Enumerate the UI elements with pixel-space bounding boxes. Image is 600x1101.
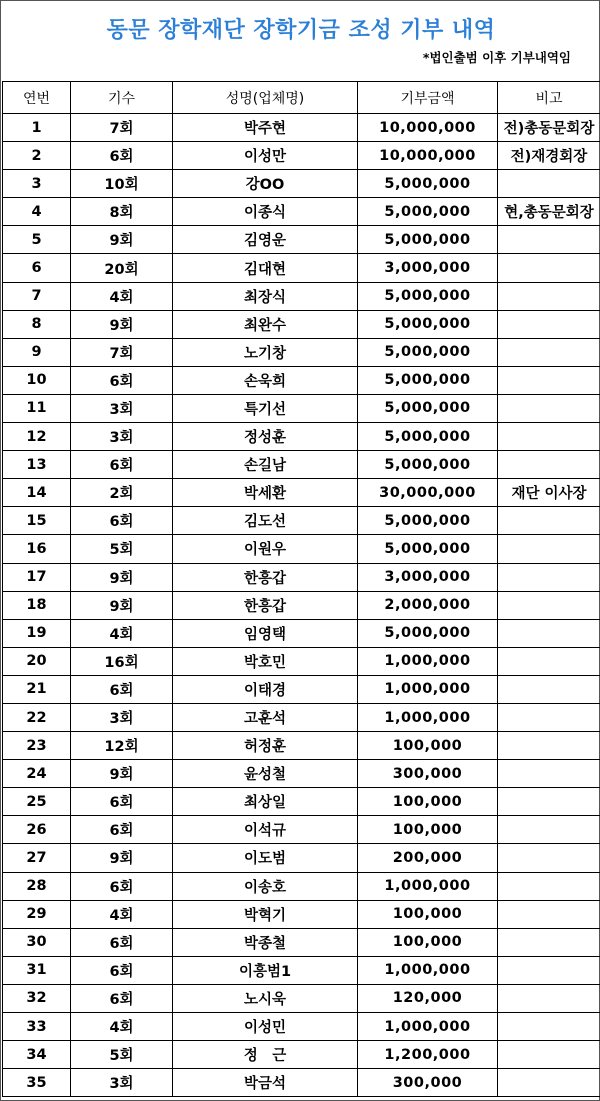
cell-amount: 1,000,000 — [358, 1013, 498, 1041]
cell-generation: 9회 — [71, 591, 173, 619]
cell-no: 11 — [3, 394, 71, 422]
cell-generation: 9회 — [71, 760, 173, 788]
cell-no: 17 — [3, 563, 71, 591]
cell-amount: 1,000,000 — [358, 647, 498, 675]
cell-amount: 300,000 — [358, 1069, 498, 1097]
table-row — [3, 1013, 600, 1041]
cell-name: 이도범 — [173, 844, 358, 872]
cell-amount: 1,000,000 — [358, 872, 498, 900]
cell-amount: 5,000,000 — [358, 310, 498, 338]
column-header-amount: 기부금액 — [358, 82, 498, 114]
cell-generation: 6회 — [71, 984, 173, 1012]
cell-generation: 7회 — [71, 114, 173, 142]
cell-no: 1 — [3, 114, 71, 142]
cell-amount: 3,000,000 — [358, 563, 498, 591]
table-row — [3, 310, 600, 338]
cell-amount: 5,000,000 — [358, 366, 498, 394]
cell-no: 9 — [3, 338, 71, 366]
cell-name: 이원우 — [173, 535, 358, 563]
cell-amount: 100,000 — [358, 900, 498, 928]
cell-no: 10 — [3, 366, 71, 394]
cell-amount: 2,000,000 — [358, 591, 498, 619]
cell-note — [498, 591, 600, 619]
cell-note — [498, 872, 600, 900]
cell-name: 정 근 — [173, 1041, 358, 1069]
column-header-note: 비고 — [498, 82, 600, 114]
cell-name: 고훈석 — [173, 703, 358, 731]
column-header-name: 성명(업체명) — [173, 82, 358, 114]
cell-name: 노시욱 — [173, 984, 358, 1012]
cell-name: 김대현 — [173, 254, 358, 282]
table-row — [3, 1069, 600, 1097]
cell-generation: 4회 — [71, 900, 173, 928]
cell-note — [498, 1041, 600, 1069]
cell-amount: 5,000,000 — [358, 451, 498, 479]
table-row — [3, 394, 600, 422]
table-row — [3, 170, 600, 198]
cell-generation: 6회 — [71, 451, 173, 479]
cell-amount: 5,000,000 — [358, 619, 498, 647]
cell-note — [498, 732, 600, 760]
cell-generation: 6회 — [71, 675, 173, 703]
cell-amount: 5,000,000 — [358, 226, 498, 254]
cell-name: 이성민 — [173, 1013, 358, 1041]
cell-note — [498, 451, 600, 479]
cell-name: 이종식 — [173, 198, 358, 226]
cell-note: 현,총동문회장 — [498, 198, 600, 226]
cell-no: 34 — [3, 1041, 71, 1069]
cell-no: 5 — [3, 226, 71, 254]
cell-note — [498, 282, 600, 310]
cell-note — [498, 703, 600, 731]
cell-generation: 4회 — [71, 619, 173, 647]
cell-no: 19 — [3, 619, 71, 647]
cell-generation: 6회 — [71, 366, 173, 394]
cell-generation: 6회 — [71, 507, 173, 535]
cell-note — [498, 647, 600, 675]
table-row — [3, 114, 600, 142]
cell-no: 21 — [3, 675, 71, 703]
cell-no: 30 — [3, 928, 71, 956]
cell-name: 정성훈 — [173, 423, 358, 451]
table-row — [3, 507, 600, 535]
cell-amount: 200,000 — [358, 844, 498, 872]
table-row — [3, 254, 600, 282]
cell-note — [498, 984, 600, 1012]
cell-name: 특기선 — [173, 394, 358, 422]
table-row — [3, 423, 600, 451]
cell-name: 강OO — [173, 170, 358, 198]
cell-amount: 1,000,000 — [358, 675, 498, 703]
cell-generation: 9회 — [71, 844, 173, 872]
cell-generation: 9회 — [71, 310, 173, 338]
table-row — [3, 872, 600, 900]
cell-no: 12 — [3, 423, 71, 451]
cell-no: 25 — [3, 788, 71, 816]
cell-amount: 5,000,000 — [358, 423, 498, 451]
cell-no: 27 — [3, 844, 71, 872]
cell-note: 재단 이사장 — [498, 479, 600, 507]
table-body — [3, 114, 600, 1097]
cell-no: 16 — [3, 535, 71, 563]
cell-no: 6 — [3, 254, 71, 282]
cell-generation: 16회 — [71, 647, 173, 675]
cell-generation: 9회 — [71, 226, 173, 254]
cell-generation: 6회 — [71, 142, 173, 170]
cell-note — [498, 310, 600, 338]
cell-name: 손욱희 — [173, 366, 358, 394]
cell-amount: 100,000 — [358, 816, 498, 844]
cell-note: 전)재경회장 — [498, 142, 600, 170]
cell-name: 허정훈 — [173, 732, 358, 760]
cell-amount: 5,000,000 — [358, 170, 498, 198]
cell-note — [498, 423, 600, 451]
cell-generation: 6회 — [71, 788, 173, 816]
cell-no: 7 — [3, 282, 71, 310]
cell-no: 22 — [3, 703, 71, 731]
column-header-no: 연번 — [3, 82, 71, 114]
cell-note — [498, 338, 600, 366]
cell-no: 29 — [3, 900, 71, 928]
table-row — [3, 844, 600, 872]
cell-note — [498, 1069, 600, 1097]
cell-note — [498, 394, 600, 422]
cell-amount: 10,000,000 — [358, 114, 498, 142]
cell-name: 한흥갑 — [173, 591, 358, 619]
table-row — [3, 591, 600, 619]
cell-generation: 6회 — [71, 928, 173, 956]
cell-note — [498, 844, 600, 872]
page-note: *법인출범 이후 기부내역임 — [422, 50, 571, 65]
cell-name: 이석규 — [173, 816, 358, 844]
cell-amount: 3,000,000 — [358, 254, 498, 282]
table-row — [3, 535, 600, 563]
cell-generation: 5회 — [71, 1041, 173, 1069]
cell-note — [498, 170, 600, 198]
table-row — [3, 366, 600, 394]
cell-note — [498, 928, 600, 956]
cell-generation: 5회 — [71, 535, 173, 563]
cell-name: 최완수 — [173, 310, 358, 338]
table-row — [3, 760, 600, 788]
cell-no: 4 — [3, 198, 71, 226]
cell-name: 임영택 — [173, 619, 358, 647]
cell-no: 15 — [3, 507, 71, 535]
table-row — [3, 788, 600, 816]
cell-no: 2 — [3, 142, 71, 170]
table-row — [3, 900, 600, 928]
cell-generation: 9회 — [71, 563, 173, 591]
table-row — [3, 928, 600, 956]
cell-name: 이흥범1 — [173, 956, 358, 984]
cell-name: 박호민 — [173, 647, 358, 675]
cell-amount: 1,000,000 — [358, 956, 498, 984]
cell-note — [498, 675, 600, 703]
cell-note — [498, 535, 600, 563]
cell-generation: 2회 — [71, 479, 173, 507]
cell-no: 35 — [3, 1069, 71, 1097]
table-header-row — [3, 82, 600, 114]
cell-note — [498, 788, 600, 816]
cell-generation: 12회 — [71, 732, 173, 760]
cell-no: 32 — [3, 984, 71, 1012]
cell-generation: 6회 — [71, 816, 173, 844]
cell-name: 박혁기 — [173, 900, 358, 928]
cell-generation: 8회 — [71, 198, 173, 226]
cell-name: 노기창 — [173, 338, 358, 366]
table-row — [3, 338, 600, 366]
table-row — [3, 956, 600, 984]
cell-generation: 7회 — [71, 338, 173, 366]
cell-name: 최장식 — [173, 282, 358, 310]
cell-note — [498, 254, 600, 282]
cell-no: 18 — [3, 591, 71, 619]
cell-generation: 6회 — [71, 872, 173, 900]
cell-no: 26 — [3, 816, 71, 844]
table-row — [3, 984, 600, 1012]
cell-no: 31 — [3, 956, 71, 984]
cell-amount: 5,000,000 — [358, 535, 498, 563]
table-row — [3, 282, 600, 310]
cell-no: 23 — [3, 732, 71, 760]
cell-note: 전)총동문회장 — [498, 114, 600, 142]
table-row — [3, 451, 600, 479]
cell-generation: 3회 — [71, 703, 173, 731]
cell-generation: 4회 — [71, 282, 173, 310]
cell-amount: 5,000,000 — [358, 338, 498, 366]
cell-no: 28 — [3, 872, 71, 900]
cell-name: 박세환 — [173, 479, 358, 507]
cell-name: 최상일 — [173, 788, 358, 816]
cell-no: 3 — [3, 170, 71, 198]
cell-note — [498, 507, 600, 535]
table-row — [3, 675, 600, 703]
cell-note — [498, 1013, 600, 1041]
cell-generation: 3회 — [71, 423, 173, 451]
cell-name: 한흥갑 — [173, 563, 358, 591]
cell-amount: 30,000,000 — [358, 479, 498, 507]
cell-amount: 5,000,000 — [358, 394, 498, 422]
cell-amount: 1,000,000 — [358, 703, 498, 731]
table-row — [3, 479, 600, 507]
cell-generation: 3회 — [71, 1069, 173, 1097]
cell-amount: 1,200,000 — [358, 1041, 498, 1069]
cell-amount: 300,000 — [358, 760, 498, 788]
cell-no: 33 — [3, 1013, 71, 1041]
cell-amount: 5,000,000 — [358, 507, 498, 535]
cell-amount: 5,000,000 — [358, 198, 498, 226]
cell-name: 박종철 — [173, 928, 358, 956]
table-row — [3, 563, 600, 591]
cell-note — [498, 366, 600, 394]
cell-note — [498, 226, 600, 254]
column-header-generation: 기수 — [71, 82, 173, 114]
cell-name: 박주현 — [173, 114, 358, 142]
table-row — [3, 1041, 600, 1069]
cell-note — [498, 956, 600, 984]
donation-table — [2, 81, 600, 1097]
cell-no: 13 — [3, 451, 71, 479]
cell-note — [498, 816, 600, 844]
cell-name: 박금석 — [173, 1069, 358, 1097]
table-row — [3, 619, 600, 647]
table-row — [3, 703, 600, 731]
cell-generation: 4회 — [71, 1013, 173, 1041]
cell-note — [498, 760, 600, 788]
cell-name: 이태경 — [173, 675, 358, 703]
cell-amount: 100,000 — [358, 732, 498, 760]
cell-no: 20 — [3, 647, 71, 675]
cell-amount: 100,000 — [358, 928, 498, 956]
cell-amount: 10,000,000 — [358, 142, 498, 170]
cell-name: 손길남 — [173, 451, 358, 479]
cell-name: 김도선 — [173, 507, 358, 535]
cell-name: 윤성철 — [173, 760, 358, 788]
cell-amount: 5,000,000 — [358, 282, 498, 310]
cell-note — [498, 563, 600, 591]
cell-name: 김영운 — [173, 226, 358, 254]
cell-no: 14 — [3, 479, 71, 507]
cell-generation: 3회 — [71, 394, 173, 422]
table-row — [3, 226, 600, 254]
cell-generation: 20회 — [71, 254, 173, 282]
cell-name: 이송호 — [173, 872, 358, 900]
cell-no: 8 — [3, 310, 71, 338]
cell-amount: 100,000 — [358, 788, 498, 816]
cell-no: 24 — [3, 760, 71, 788]
table-row — [3, 732, 600, 760]
cell-name: 이성만 — [173, 142, 358, 170]
table-row — [3, 142, 600, 170]
table-row — [3, 816, 600, 844]
cell-generation: 10회 — [71, 170, 173, 198]
page-title: 동문 장학재단 장학기금 조성 기부 내역 — [106, 18, 496, 43]
cell-amount: 120,000 — [358, 984, 498, 1012]
cell-note — [498, 900, 600, 928]
cell-generation: 6회 — [71, 956, 173, 984]
cell-note — [498, 619, 600, 647]
table-row — [3, 647, 600, 675]
table-row — [3, 198, 600, 226]
